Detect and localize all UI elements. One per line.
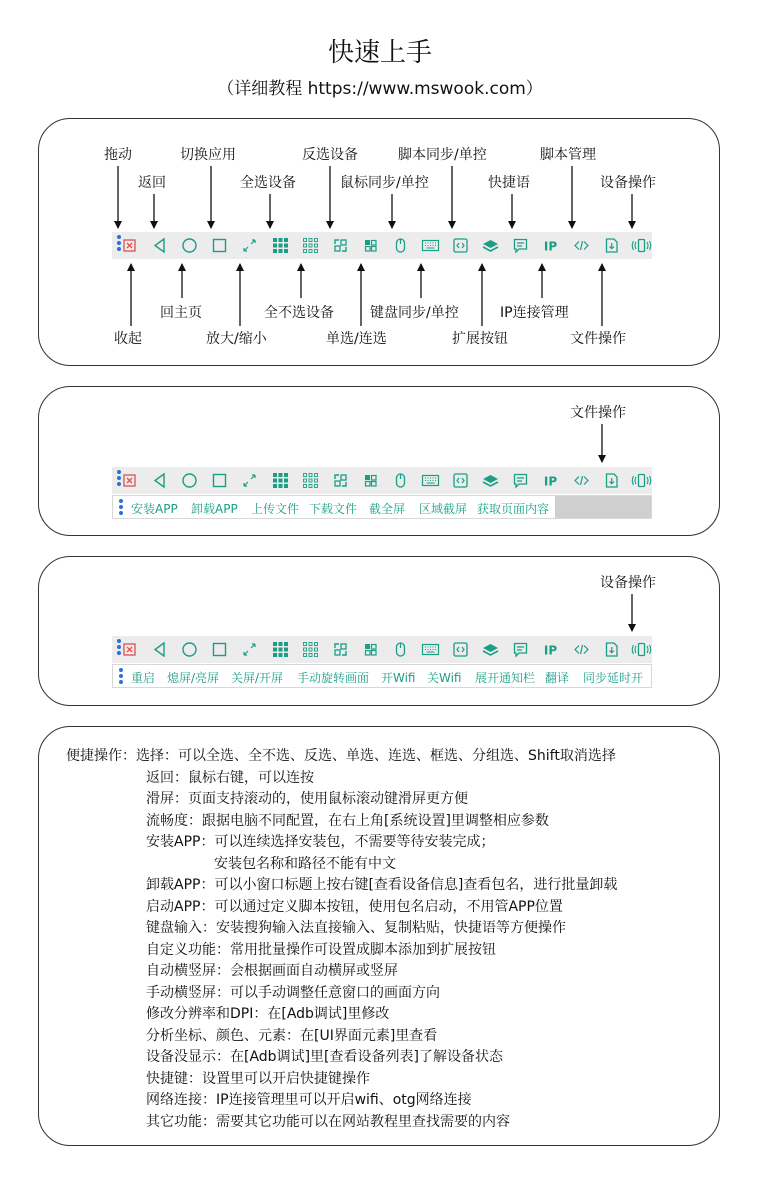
label-keyboard-sync: 键盘同步/单控 <box>370 305 459 321</box>
label-script-sync: 脚本同步/单控 <box>398 147 487 163</box>
tip-line: 自定义功能：常用批量操作可设置成脚本添加到扩展按钮 <box>146 941 496 958</box>
label-file-op-2: 文件操作 <box>570 405 626 421</box>
device-action-button[interactable]: 同步延时开 <box>583 671 644 685</box>
label-collapse: 收起 <box>114 331 142 347</box>
file-action-button[interactable]: 上传文件 <box>251 502 300 516</box>
device-action-button[interactable]: 手动旋转画面 <box>297 671 370 685</box>
file-action-button[interactable]: 截全屏 <box>369 502 406 516</box>
label-single-multi: 单选/连选 <box>326 331 387 347</box>
svg-text:IP: IP <box>544 643 558 658</box>
device-action-button[interactable]: 熄屏/亮屏 <box>167 671 220 685</box>
tip-line: 网络连接：IP连接管理里可以开启wifi、otg网络连接 <box>146 1092 472 1108</box>
tip-line: 流畅度：跟据电脑不同配置，在右上角[系统设置]里调整相应参数 <box>146 812 549 829</box>
label-deselect-all: 全不选设备 <box>264 305 334 321</box>
svg-text:IP: IP <box>544 239 558 254</box>
file-action-button[interactable]: 区域截屏 <box>419 502 468 516</box>
label-device-op: 设备操作 <box>600 175 656 191</box>
tip-line: 其它功能：需要其它功能可以在网站教程里查找需要的内容 <box>146 1113 510 1130</box>
tip-line: 启动APP：可以通过定义脚本按钮，使用包名启动，不用管APP位置 <box>146 898 563 915</box>
tip-line: 修改分辨率和DPI：在[Adb调试]里修改 <box>146 1006 390 1022</box>
label-back: 返回 <box>138 175 166 191</box>
label-zoom: 放大/缩小 <box>206 331 267 347</box>
device-action-button[interactable]: 关屏/开屏 <box>231 671 284 685</box>
label-drag: 拖动 <box>104 147 132 163</box>
label-select-all: 全选设备 <box>240 175 296 191</box>
page-title: 快速上手 <box>327 38 432 68</box>
tip-line: 手动横竖屏：可以手动调整任意窗口的画面方向 <box>146 984 440 1001</box>
label-script-manage: 脚本管理 <box>540 147 596 163</box>
label-file-op: 文件操作 <box>570 331 626 347</box>
device-action-button[interactable]: 展开通知栏 <box>475 671 536 685</box>
tip-line: 返回：鼠标右键，可以连按 <box>146 769 314 786</box>
file-action-button[interactable]: 卸载APP <box>191 502 238 516</box>
label-extend-button: 扩展按钮 <box>452 331 508 347</box>
label-switch-app: 切换应用 <box>180 147 236 163</box>
device-action-button[interactable]: 重启 <box>131 671 156 685</box>
label-mouse-sync: 鼠标同步/单控 <box>340 175 429 191</box>
label-device-op-3: 设备操作 <box>600 575 656 591</box>
tip-line: 自动横竖屏：会根据画面自动横屏或竖屏 <box>146 963 398 979</box>
svg-text:IP: IP <box>544 474 558 489</box>
label-home: 回主页 <box>160 305 202 321</box>
tip-line: 快捷键：设置里可以开启快捷键操作 <box>146 1070 370 1087</box>
page-subtitle: （详细教程 https://www.mswook.com） <box>217 79 543 99</box>
file-action-button[interactable]: 安装APP <box>131 502 178 516</box>
label-quick-text: 快捷语 <box>488 175 530 191</box>
tip-line: 键盘输入：安装搜狗输入法直接输入、复制粘贴，快捷语等方便操作 <box>146 920 566 936</box>
tip-line: 安装包名称和路径不能有中文 <box>214 855 396 872</box>
device-action-button[interactable]: 开Wifi <box>381 671 416 685</box>
device-action-button[interactable]: 关Wifi <box>427 671 462 685</box>
tip-line: 分析坐标、颜色、元素：在[UI界面元素]里查看 <box>146 1027 438 1044</box>
tip-line: 便捷操作：选择：可以全选、全不选、反选、单选、连选、框选、分组选、Shift取消选择 <box>66 748 616 764</box>
tip-line: 设备没显示：在[Adb调试]里[查看设备列表]了解设备状态 <box>146 1049 503 1065</box>
device-action-button[interactable]: 翻译 <box>545 671 570 685</box>
label-ip-manage: IP连接管理 <box>500 305 569 321</box>
tip-line: 安装APP：可以连续选择安装包，不需要等待安装完成； <box>146 834 495 850</box>
file-action-button[interactable]: 获取页面内容 <box>477 502 550 516</box>
tip-line: 滑屏：页面支持滚动的，使用鼠标滚动键滑屏更方便 <box>146 791 468 807</box>
label-invert-select: 反选设备 <box>302 147 358 163</box>
file-action-button[interactable]: 下载文件 <box>309 502 358 516</box>
tip-line: 卸载APP：可以小窗口标题上按右键[查看设备信息]查看包名，进行批量卸载 <box>146 877 618 893</box>
